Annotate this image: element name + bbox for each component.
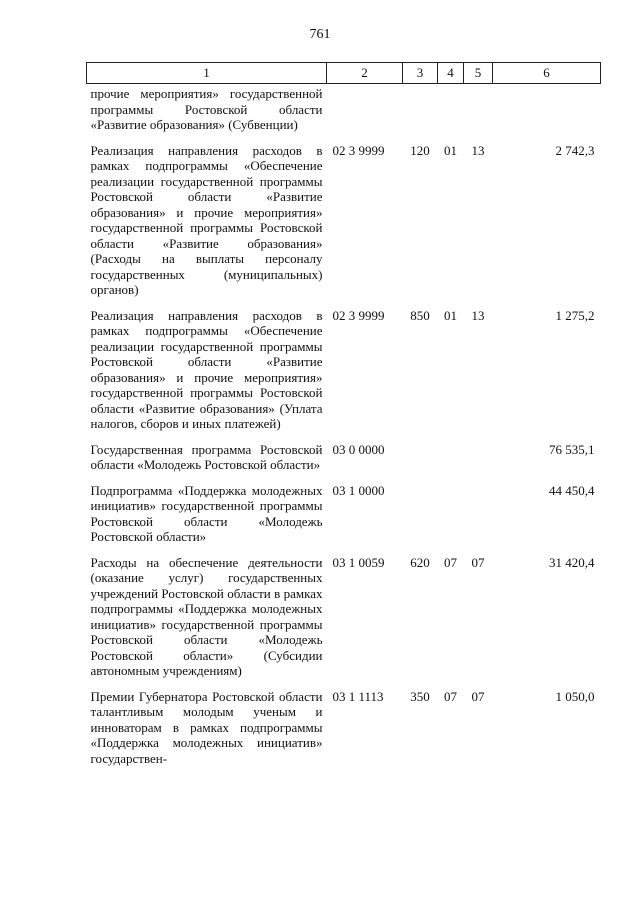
column-header: 1 xyxy=(87,63,327,84)
row-amount: 2 742,3 xyxy=(555,142,595,158)
row-section xyxy=(438,84,464,143)
table-row xyxy=(87,308,601,442)
row-amount xyxy=(493,84,601,143)
page-number: 761 xyxy=(309,27,331,42)
row-code: 02 3 9999 xyxy=(332,142,385,158)
row-code: 03 1 0000 xyxy=(332,482,385,498)
row-section: 07 xyxy=(444,688,457,704)
row-description: Расходы на обеспечение деятельности (оказание услуг) государственных учреждений Ростовской области в рамках подпрограммы «Поддержка молодежных инициатив» государственной программы Ростовской области «Молодежь Ростовской области» (Субсидии автономным учреждениям) xyxy=(90,554,323,678)
row-section xyxy=(438,442,464,483)
table-row xyxy=(87,483,601,555)
row-description: Премии Губернатора Ростовской области талантливым молодым ученым и инноваторам в рамках подпрограммы «Поддержка молодежных инициатив» государствен- xyxy=(90,688,323,766)
column-header: 3 xyxy=(403,63,438,84)
row-code xyxy=(327,84,403,143)
table-row xyxy=(87,143,601,308)
row-amount: 44 450,4 xyxy=(549,482,595,498)
row-expense-type xyxy=(403,84,438,143)
column-header: 4 xyxy=(438,63,464,84)
row-code: 02 3 9999 xyxy=(332,307,385,323)
row-expense-type: 350 xyxy=(410,688,430,704)
row-code: 03 0 0000 xyxy=(332,441,385,457)
row-description: Реализация направления расходов в рамках подпрограммы «Обеспечение реализации государственной программы Ростовской области «Развитие образования» и прочие мероприятия» государственной программы Ростовской области «Развитие образования» (Расходы на выплаты персоналу государственных (муниципальных) органов) xyxy=(90,142,323,297)
row-expense-type: 120 xyxy=(410,142,430,158)
row-section: 01 xyxy=(444,142,457,158)
table-row xyxy=(87,84,601,143)
column-header: 6 xyxy=(493,63,601,84)
table-row xyxy=(87,689,601,777)
table-header-row xyxy=(87,63,601,84)
row-subsection: 13 xyxy=(471,307,485,323)
row-code: 03 1 0059 xyxy=(332,554,385,570)
row-description: прочие мероприятия» государственной программы Ростовской области «Развитие образования» (Субвенции) xyxy=(90,86,323,132)
table-row xyxy=(87,555,601,689)
row-description: Подпрограмма «Поддержка молодежных инициатив» государственной программы Ростовской области «Молодежь Ростовской области» xyxy=(90,482,323,544)
row-description: Государственная программа Ростовской области «Молодежь Ростовской области» xyxy=(90,441,323,472)
row-subsection xyxy=(464,84,493,143)
row-code: 03 1 1113 xyxy=(332,688,384,704)
row-subsection: 07 xyxy=(471,688,485,704)
row-expense-type xyxy=(403,442,438,483)
column-header: 2 xyxy=(327,63,403,84)
row-amount: 1 275,2 xyxy=(555,307,595,323)
row-expense-type xyxy=(403,483,438,555)
row-section: 07 xyxy=(444,554,457,570)
row-amount: 76 535,1 xyxy=(549,441,595,457)
row-subsection xyxy=(464,483,493,555)
budget-table xyxy=(86,62,601,776)
row-description: Реализация направления расходов в рамках подпрограммы «Обеспечение реализации государственной программы Ростовской области «Развитие образования» и прочие мероприятия» государственной программы Ростовской области «Развитие образования» (Уплата налогов, сборов и иных платежей) xyxy=(90,307,323,431)
row-section: 01 xyxy=(444,307,457,323)
row-amount: 1 050,0 xyxy=(555,688,595,704)
row-amount: 31 420,4 xyxy=(549,554,595,570)
row-subsection: 07 xyxy=(471,554,485,570)
table-row xyxy=(87,442,601,483)
row-subsection: 13 xyxy=(471,142,485,158)
row-section xyxy=(438,483,464,555)
row-subsection xyxy=(464,442,493,483)
row-expense-type: 620 xyxy=(410,554,430,570)
row-expense-type: 850 xyxy=(410,307,430,323)
column-header: 5 xyxy=(464,63,493,84)
